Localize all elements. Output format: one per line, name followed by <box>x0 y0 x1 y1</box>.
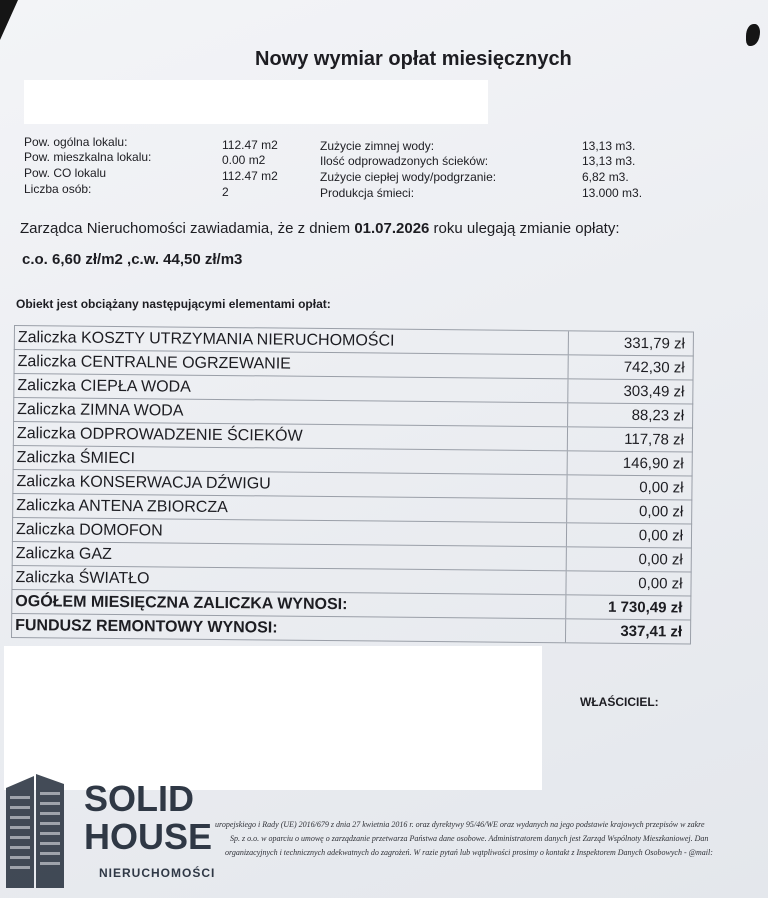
fee-name: Zaliczka GAZ <box>13 542 567 570</box>
logo-line-2: HOUSE <box>84 816 213 857</box>
fee-amount: 303,49 zł <box>623 382 685 401</box>
torn-corner <box>0 0 18 40</box>
total-amount: 1 730,49 zł <box>608 598 683 617</box>
fee-name: Zaliczka ODPROWADZENIE ŚCIEKÓW <box>14 422 568 450</box>
legal-line: organizacyjnych i technicznych adekwatnych do zagrożeń. W razie pytań lub wątpliwości prosimy o kontakt z Inspektorem Danych Osobowych - @mail: <box>225 848 713 857</box>
premises-label: Pow. ogólna lokalu: <box>24 135 128 149</box>
unit-rates: c.o. 6,60 zł/m2 ,c.w. 44,50 zł/m3 <box>22 251 243 268</box>
fee-amount: 117,78 zł <box>624 430 685 449</box>
premises-value: 112.47 m2 <box>222 138 278 152</box>
total-label: OGÓŁEM MIESIĘCZNA ZALICZKA WYNOSI: <box>12 590 566 618</box>
fee-name: Zaliczka ŚMIECI <box>14 446 568 474</box>
fee-name: Zaliczka CENTRALNE OGRZEWANIE <box>15 350 569 378</box>
fee-name: Zaliczka KONSERWACJA DŹWIGU <box>13 470 567 498</box>
redacted-address <box>24 80 488 124</box>
fee-name: Zaliczka DOMOFON <box>13 518 567 546</box>
consumption-value: 13.000 m3. <box>582 186 643 200</box>
owner-label: WŁAŚCICIEL: <box>580 695 659 709</box>
consumption-value: 6,82 m3. <box>582 170 629 184</box>
fee-name: Zaliczka ZIMNA WODA <box>14 398 568 426</box>
fee-amount: 0,00 zł <box>638 527 684 545</box>
redacted-block <box>4 646 542 790</box>
fee-amount: 88,23 zł <box>631 406 685 425</box>
logo-subtitle: NIERUCHOMOŚCI <box>99 866 216 880</box>
fees-intro: Obiekt jest obciążany następującymi elementami opłat: <box>16 297 331 311</box>
premises-label: Pow. CO lokalu <box>24 166 107 180</box>
fee-name: Zaliczka ŚWIATŁO <box>12 566 566 594</box>
notice-text-end: roku ulegają zmianie opłaty: <box>429 220 620 237</box>
premises-value: 2 <box>222 185 229 199</box>
legal-line: Sp. z o.o. w oparciu o umowę o zarządzanie przetwarza Państwa dane osobowe. Administratorem danych jest Zarząd Wspólnoty Mieszkaniowej. Dan <box>230 834 709 843</box>
fee-amount: 742,30 zł <box>623 358 685 377</box>
fee-name: Zaliczka CIEPŁA WODA <box>14 374 568 402</box>
consumption-label: Zużycie ciepłej wody/podgrzanie: <box>320 170 497 184</box>
repair-fund-label: FUNDUSZ REMONTOWY WYNOSI: <box>12 614 566 642</box>
premises-value: 112.47 m2 <box>222 169 278 183</box>
fee-amount: 331,79 zł <box>623 334 685 353</box>
torn-edge <box>746 24 760 46</box>
fee-name: Zaliczka KOSZTY UTRZYMANIA NIERUCHOMOŚCI <box>15 326 569 354</box>
premises-label: Liczba osób: <box>24 182 92 196</box>
fee-amount: 0,00 zł <box>638 551 683 569</box>
consumption-value: 13,13 m3. <box>582 154 636 168</box>
fee-name: Zaliczka ANTENA ZBIORCZA <box>13 494 567 522</box>
fees-table <box>11 325 694 645</box>
document-title: Nowy wymiar opłat miesięcznych <box>255 48 572 70</box>
notice-date: 01.07.2026 <box>354 220 430 237</box>
fee-amount: 0,00 zł <box>638 503 684 521</box>
consumption-label: Produkcja śmieci: <box>320 186 415 200</box>
consumption-label: Ilość odprowadzonych ścieków: <box>320 154 489 168</box>
fee-amount: 0,00 zł <box>639 479 684 497</box>
logo-wordmark <box>84 780 212 856</box>
fee-amount: 146,90 zł <box>622 454 684 473</box>
premises-value: 0.00 m2 <box>222 153 266 167</box>
fee-amount: 0,00 zł <box>638 575 683 593</box>
notice-text: Zarządca Nieruchomości zawiadamia, że z dniem <box>20 220 355 237</box>
legal-line: uropejskiego i Rady (UE) 2016/679 z dnia 27 kwietnia 2016 r. oraz dyrektywy 95/46/WE oraz wydanych na jego podstawie krajowych przepisów w zakre <box>215 820 705 829</box>
consumption-label: Zużycie zimnej wody: <box>320 139 435 153</box>
premises-label: Pow. mieszkalna lokalu: <box>24 150 152 164</box>
change-notice <box>20 220 620 237</box>
repair-fund-amount: 337,41 zł <box>620 622 683 641</box>
logo-line-1: SOLID <box>84 778 195 819</box>
consumption-value: 13,13 m3. <box>582 139 636 153</box>
